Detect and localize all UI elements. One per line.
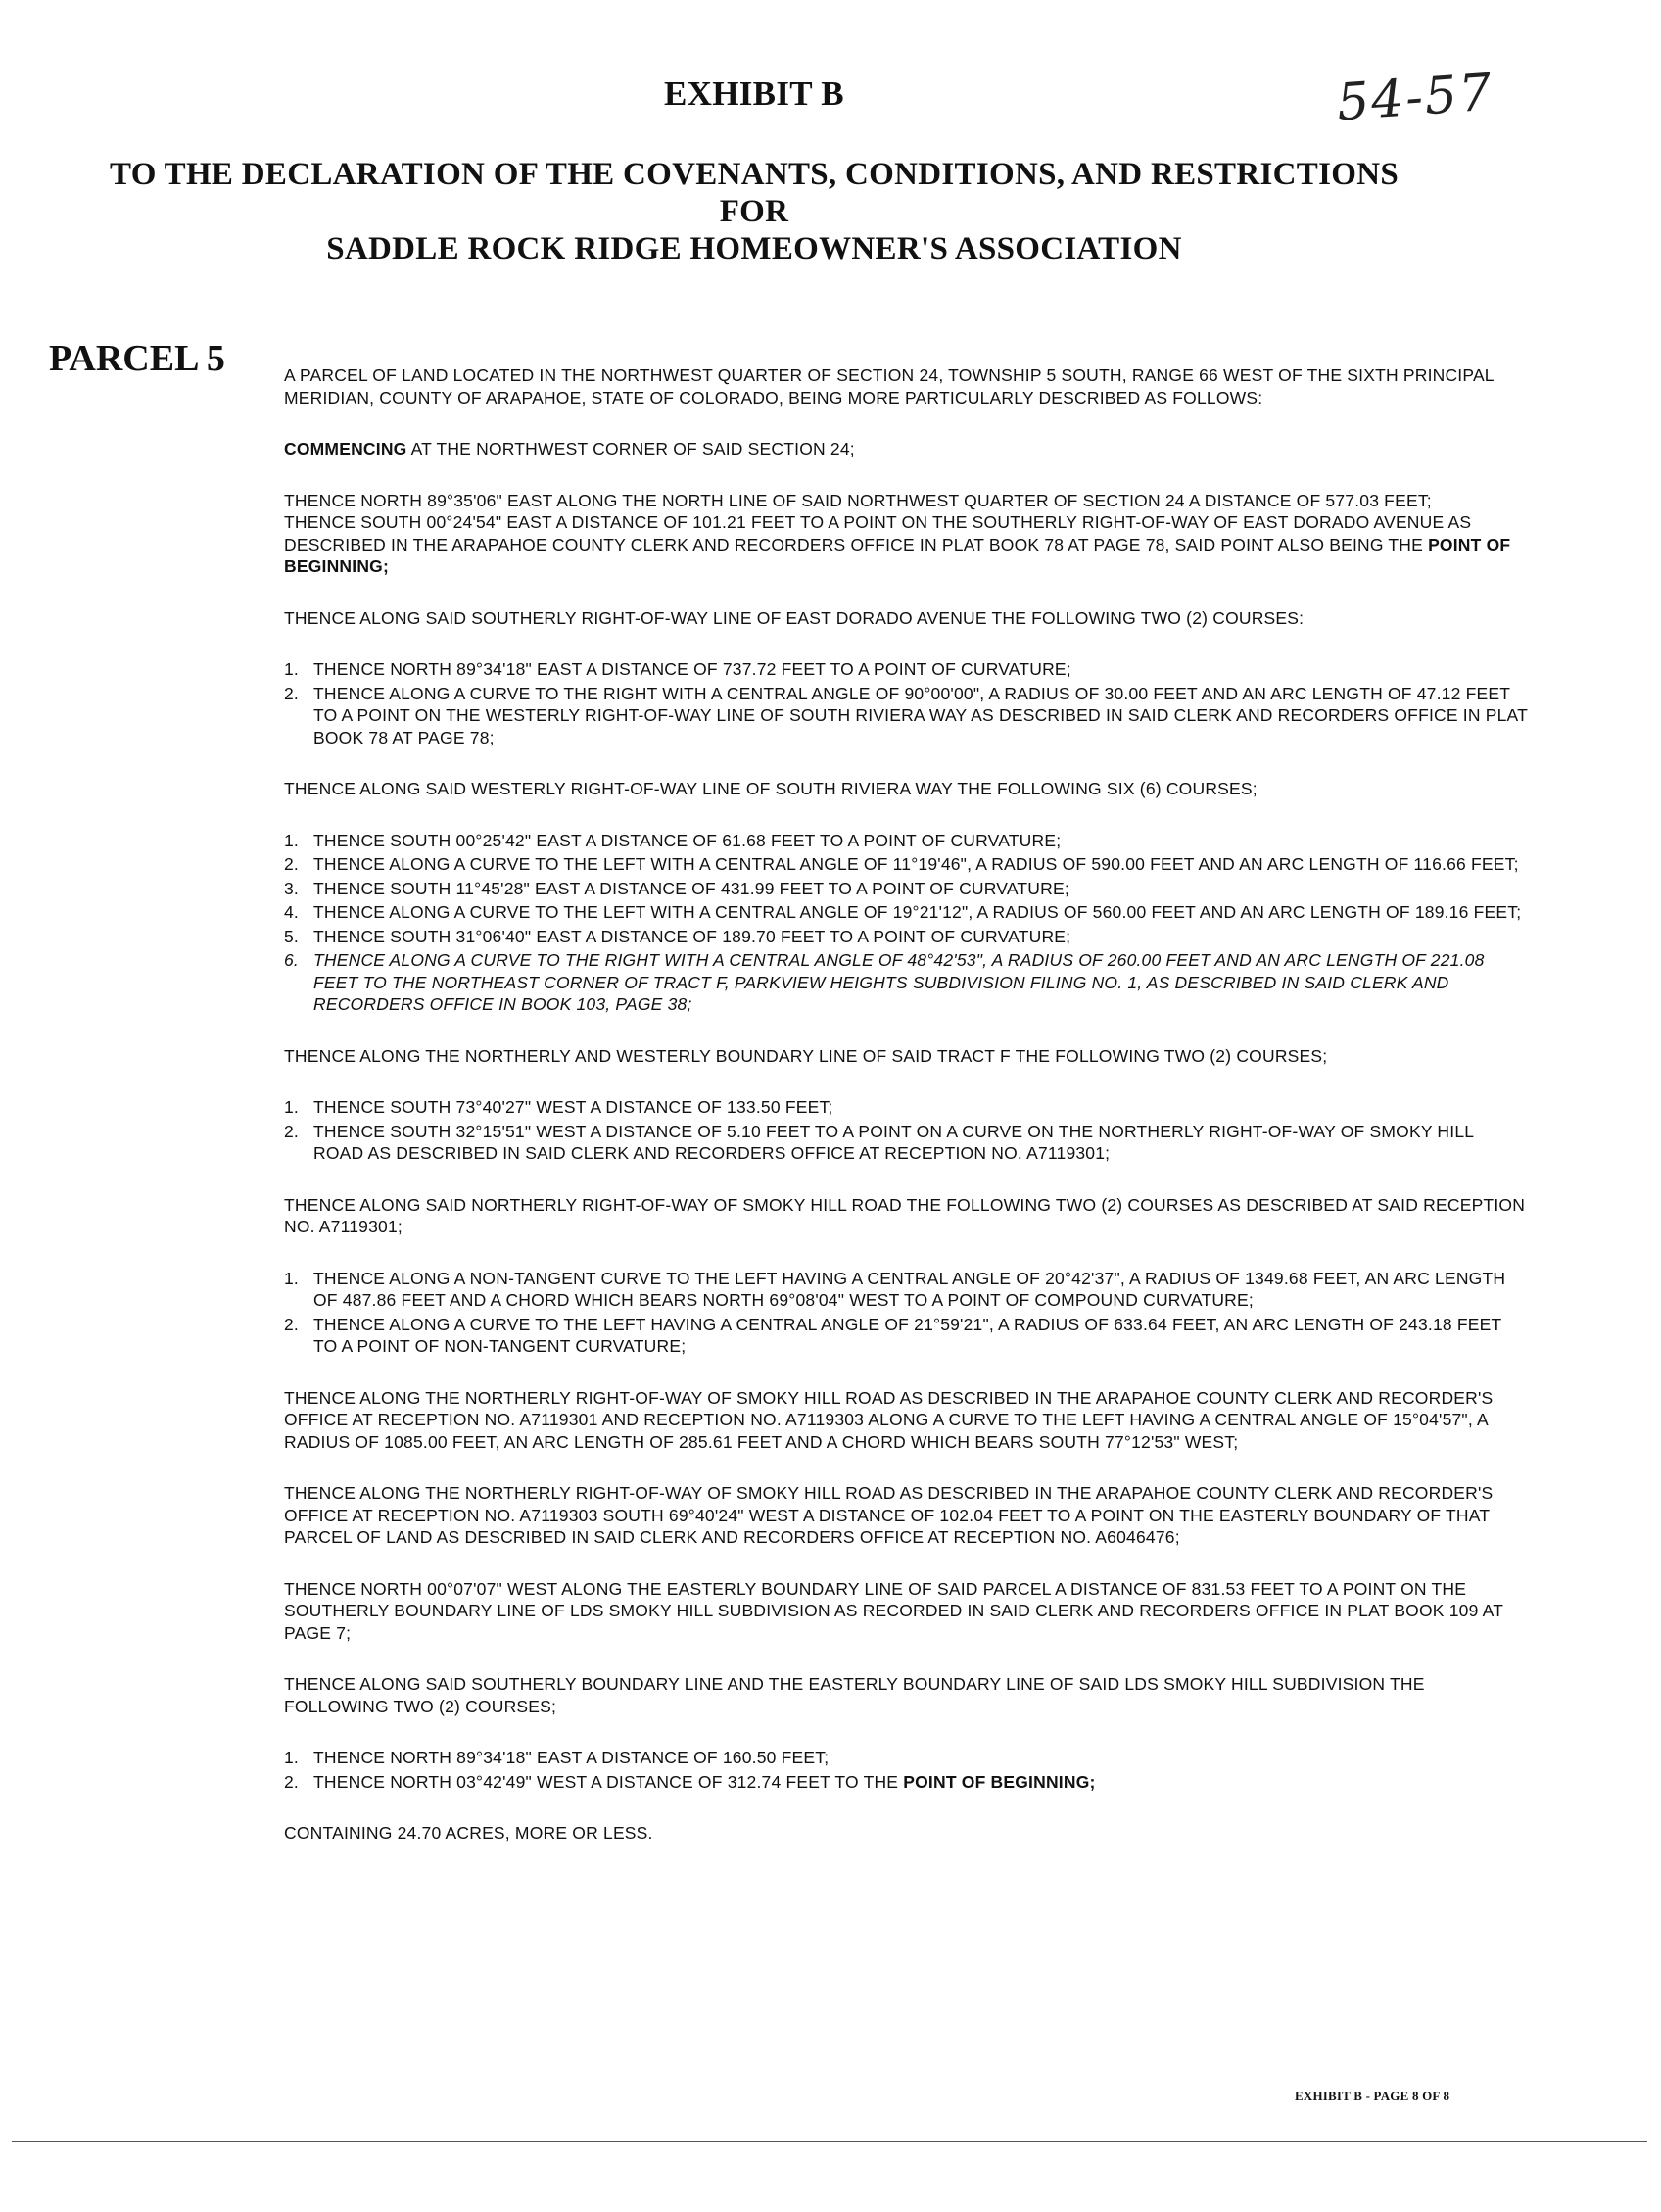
list-item <box>284 949 1528 1016</box>
declaration-title-line-1: TO THE DECLARATION OF THE COVENANTS, CONDITIONS, AND RESTRICTIONS <box>110 157 1399 192</box>
course-number: 2. <box>284 1314 299 1334</box>
thence-paragraph-1: THENCE NORTH 89°35'06" EAST ALONG THE NORTH LINE OF SAID NORTHWEST QUARTER OF SECTION 24 A DISTANCE OF 577.03 FEET; <box>284 490 1432 510</box>
footer-divider <box>12 2141 1647 2142</box>
course-text: THENCE ALONG A CURVE TO THE LEFT WITH A CENTRAL ANGLE OF 19°21'12", A RADIUS OF 560.00 FEET AND AN ARC LENGTH OF 189.16 FEET; <box>313 902 1522 922</box>
containing-paragraph: CONTAINING 24.70 ACRES, MORE OR LESS. <box>284 1823 653 1843</box>
course-text: THENCE SOUTH 73°40'27" WEST A DISTANCE OF 133.50 FEET; <box>313 1097 833 1117</box>
course-text: THENCE ALONG A NON-TANGENT CURVE TO THE LEFT HAVING A CENTRAL ANGLE OF 20°42'37", A RADIUS OF 1349.68 FEET, AN ARC LENGTH OF 487.86 FEET AND A CHORD WHICH BEARS NORTH 69°08'04" WEST TO A POINT OF COMPOUND CURVATURE; <box>313 1268 1506 1310</box>
course-number: 6. <box>284 950 299 970</box>
course-number: 1. <box>284 1097 299 1117</box>
list-item <box>284 1314 1528 1358</box>
intro-paragraph: A PARCEL OF LAND LOCATED IN THE NORTHWEST QUARTER OF SECTION 24, TOWNSHIP 5 SOUTH, RANGE 66 WEST OF THE SIXTH PRINCIPAL MERIDIAN, COUNTY OF ARAPAHOE, STATE OF COLORADO, BEING MORE PARTICULARLY DESCRIBED AS FOLLOWS: <box>284 365 1495 408</box>
course-text: THENCE ALONG A CURVE TO THE RIGHT WITH A CENTRAL ANGLE OF 48°42'53", A RADIUS OF 260.00 FEET AND AN ARC LENGTH OF 221.08 FEET TO THE NORTHEAST CORNER OF TRACT F, PARKVIEW HEIGHTS SUBDIVISION FILING NO. 1, AS DESCRIBED IN SAID CLERK AND RECORDERS OFFICE IN BOOK 103, PAGE 38; <box>313 950 1485 1014</box>
smoky-hill-paragraph-2: THENCE ALONG THE NORTHERLY RIGHT-OF-WAY OF SMOKY HILL ROAD AS DESCRIBED IN THE ARAPAHOE COUNTY CLERK AND RECORDER'S OFFICE AT RECEPTION NO. A7119303 SOUTH 69°40'24" WEST A DISTANCE OF 102.04 FEET TO A POINT ON THE EASTERLY BOUNDARY OF THAT PARCEL OF LAND AS DESCRIBED IN SAID CLERK AND RECORDERS OFFICE AT RECEPTION NO. A6046476; <box>284 1483 1494 1547</box>
point-of-beginning-label: POINT OF BEGINNING; <box>284 534 1511 576</box>
course-text: THENCE SOUTH 00°25'42" EAST A DISTANCE OF 61.68 FEET TO A POINT OF CURVATURE; <box>313 830 1062 850</box>
legal-description <box>284 364 1528 1874</box>
dorado-heading: THENCE ALONG SAID SOUTHERLY RIGHT-OF-WAY LINE OF EAST DORADO AVENUE THE FOLLOWING TWO (2) COURSES: <box>284 607 1305 628</box>
list-item <box>284 1121 1528 1165</box>
list-item <box>284 683 1528 749</box>
course-text: THENCE NORTH 03°42'49" WEST A DISTANCE OF 312.74 FEET TO THE <box>313 1771 904 1792</box>
course-number: 4. <box>284 902 299 922</box>
course-text: THENCE SOUTH 32°15'51" WEST A DISTANCE OF 5.10 FEET TO A POINT ON A CURVE ON THE NORTHERLY RIGHT-OF-WAY OF SMOKY HILL ROAD AS DESCRIBED IN SAID CLERK AND RECORDERS OFFICE AT RECEPTION NO. A7119301; <box>313 1121 1474 1163</box>
lds-heading: THENCE ALONG SAID SOUTHERLY BOUNDARY LINE AND THE EASTERLY BOUNDARY LINE OF SAID LDS SMOKY HILL SUBDIVISION THE FOLLOWING TWO (2) COURSES; <box>284 1674 1425 1716</box>
commencing-paragraph <box>284 438 1528 460</box>
list-item <box>284 830 1528 852</box>
smoky-hill-paragraph-1: THENCE ALONG THE NORTHERLY RIGHT-OF-WAY OF SMOKY HILL ROAD AS DESCRIBED IN THE ARAPAHOE COUNTY CLERK AND RECORDER'S OFFICE AT RECEPTION NO. A7119301 AND RECEPTION NO. A7119303 ALONG A CURVE TO THE LEFT HAVING A CENTRAL ANGLE OF 15°04'57", A RADIUS OF 1085.00 FEET, AN ARC LENGTH OF 285.61 FEET AND A CHORD WHICH BEARS SOUTH 77°12'53" WEST; <box>284 1387 1494 1452</box>
tract-course-list <box>284 1096 1528 1165</box>
tract-heading: THENCE ALONG THE NORTHERLY AND WESTERLY BOUNDARY LINE OF SAID TRACT F THE FOLLOWING TWO (2) COURSES; <box>284 1045 1328 1066</box>
course-number: 1. <box>284 659 299 679</box>
course-number: 2. <box>284 1771 299 1792</box>
list-item <box>284 1268 1528 1312</box>
list-item <box>284 1096 1528 1119</box>
course-number: 1. <box>284 830 299 850</box>
course-text: THENCE ALONG A CURVE TO THE LEFT WITH A CENTRAL ANGLE OF 11°19'46", A RADIUS OF 590.00 FEET AND AN ARC LENGTH OF 116.66 FEET; <box>313 854 1519 874</box>
course-number: 1. <box>284 1748 299 1767</box>
point-of-beginning-label: POINT OF BEGINNING; <box>903 1771 1096 1792</box>
course-text: THENCE ALONG A CURVE TO THE LEFT HAVING A CENTRAL ANGLE OF 21°59'21", A RADIUS OF 633.64 FEET, AN ARC LENGTH OF 243.18 FEET TO A POINT OF NON-TANGENT CURVATURE; <box>313 1314 1502 1356</box>
commencing-keyword: COMMENCING <box>284 439 407 458</box>
list-item <box>284 926 1528 948</box>
dorado-course-list <box>284 658 1528 748</box>
list-item <box>284 1771 1528 1794</box>
parcel-label: PARCEL 5 <box>49 338 225 379</box>
smoky-hill-course-list <box>284 1268 1528 1358</box>
course-number: 3. <box>284 878 299 898</box>
list-item <box>284 901 1528 924</box>
list-item <box>284 658 1528 681</box>
course-text: THENCE NORTH 89°34'18" EAST A DISTANCE OF 737.72 FEET TO A POINT OF CURVATURE; <box>313 659 1071 679</box>
course-text: THENCE SOUTH 11°45'28" EAST A DISTANCE OF 431.99 FEET TO A POINT OF CURVATURE; <box>313 878 1069 898</box>
lds-course-list <box>284 1747 1528 1793</box>
north-boundary-paragraph: THENCE NORTH 00°07'07" WEST ALONG THE EASTERLY BOUNDARY LINE OF SAID PARCEL A DISTANCE OF 831.53 FEET TO A POINT ON THE SOUTHERLY BOUNDARY LINE OF LDS SMOKY HILL SUBDIVISION AS RECORDED IN SAID CLERK AND RECORDERS OFFICE IN PLAT BOOK 109 AT PAGE 7; <box>284 1578 1503 1643</box>
handwritten-page-note: 54-57 <box>1335 63 1495 133</box>
list-item <box>284 878 1528 900</box>
course-number: 5. <box>284 926 299 946</box>
smoky-hill-heading: THENCE ALONG SAID NORTHERLY RIGHT-OF-WAY OF SMOKY HILL ROAD THE FOLLOWING TWO (2) COURSES AS DESCRIBED AT SAID RECEPTION NO. A7119301; <box>284 1194 1526 1236</box>
course-number: 2. <box>284 683 299 703</box>
list-item <box>284 853 1528 876</box>
course-number: 1. <box>284 1268 299 1288</box>
course-text: THENCE ALONG A CURVE TO THE RIGHT WITH A CENTRAL ANGLE OF 90°00'00", A RADIUS OF 30.00 FEET AND AN ARC LENGTH OF 47.12 FEET TO A POINT ON THE WESTERLY RIGHT-OF-WAY LINE OF SOUTH RIVIERA WAY AS DESCRIBED IN SAID CLERK AND RECORDERS OFFICE IN PLAT BOOK 78 AT PAGE 78; <box>313 683 1528 747</box>
commencing-text: AT THE NORTHWEST CORNER OF SAID SECTION 24; <box>406 439 855 458</box>
list-item <box>284 1747 1528 1769</box>
course-text: THENCE NORTH 89°34'18" EAST A DISTANCE OF 160.50 FEET; <box>313 1748 830 1767</box>
thence-paragraph-2 <box>284 511 1528 578</box>
course-number: 2. <box>284 854 299 874</box>
riviera-heading: THENCE ALONG SAID WESTERLY RIGHT-OF-WAY LINE OF SOUTH RIVIERA WAY THE FOLLOWING SIX (6) COURSES; <box>284 779 1258 798</box>
thence-paragraph-2-text: THENCE SOUTH 00°24'54" EAST A DISTANCE OF 101.21 FEET TO A POINT ON THE SOUTHERLY RIGHT-OF-WAY OF EAST DORADO AVENUE AS DESCRIBED IN THE ARAPAHOE COUNTY CLERK AND RECORDERS OFFICE IN PLAT BOOK 78 AT PAGE 78, SAID POINT ALSO BEING THE <box>284 512 1472 554</box>
riviera-course-list <box>284 830 1528 1016</box>
declaration-title-line-2: FOR <box>719 194 789 229</box>
course-text: THENCE SOUTH 31°06'40" EAST A DISTANCE OF 189.70 FEET TO A POINT OF CURVATURE; <box>313 926 1071 946</box>
exhibit-title: EXHIBIT B <box>664 74 844 113</box>
page-footer-label: EXHIBIT B - PAGE 8 OF 8 <box>1295 2089 1450 2103</box>
declaration-title-line-3: SADDLE ROCK RIDGE HOMEOWNER'S ASSOCIATION <box>326 231 1182 266</box>
course-number: 2. <box>284 1121 299 1141</box>
